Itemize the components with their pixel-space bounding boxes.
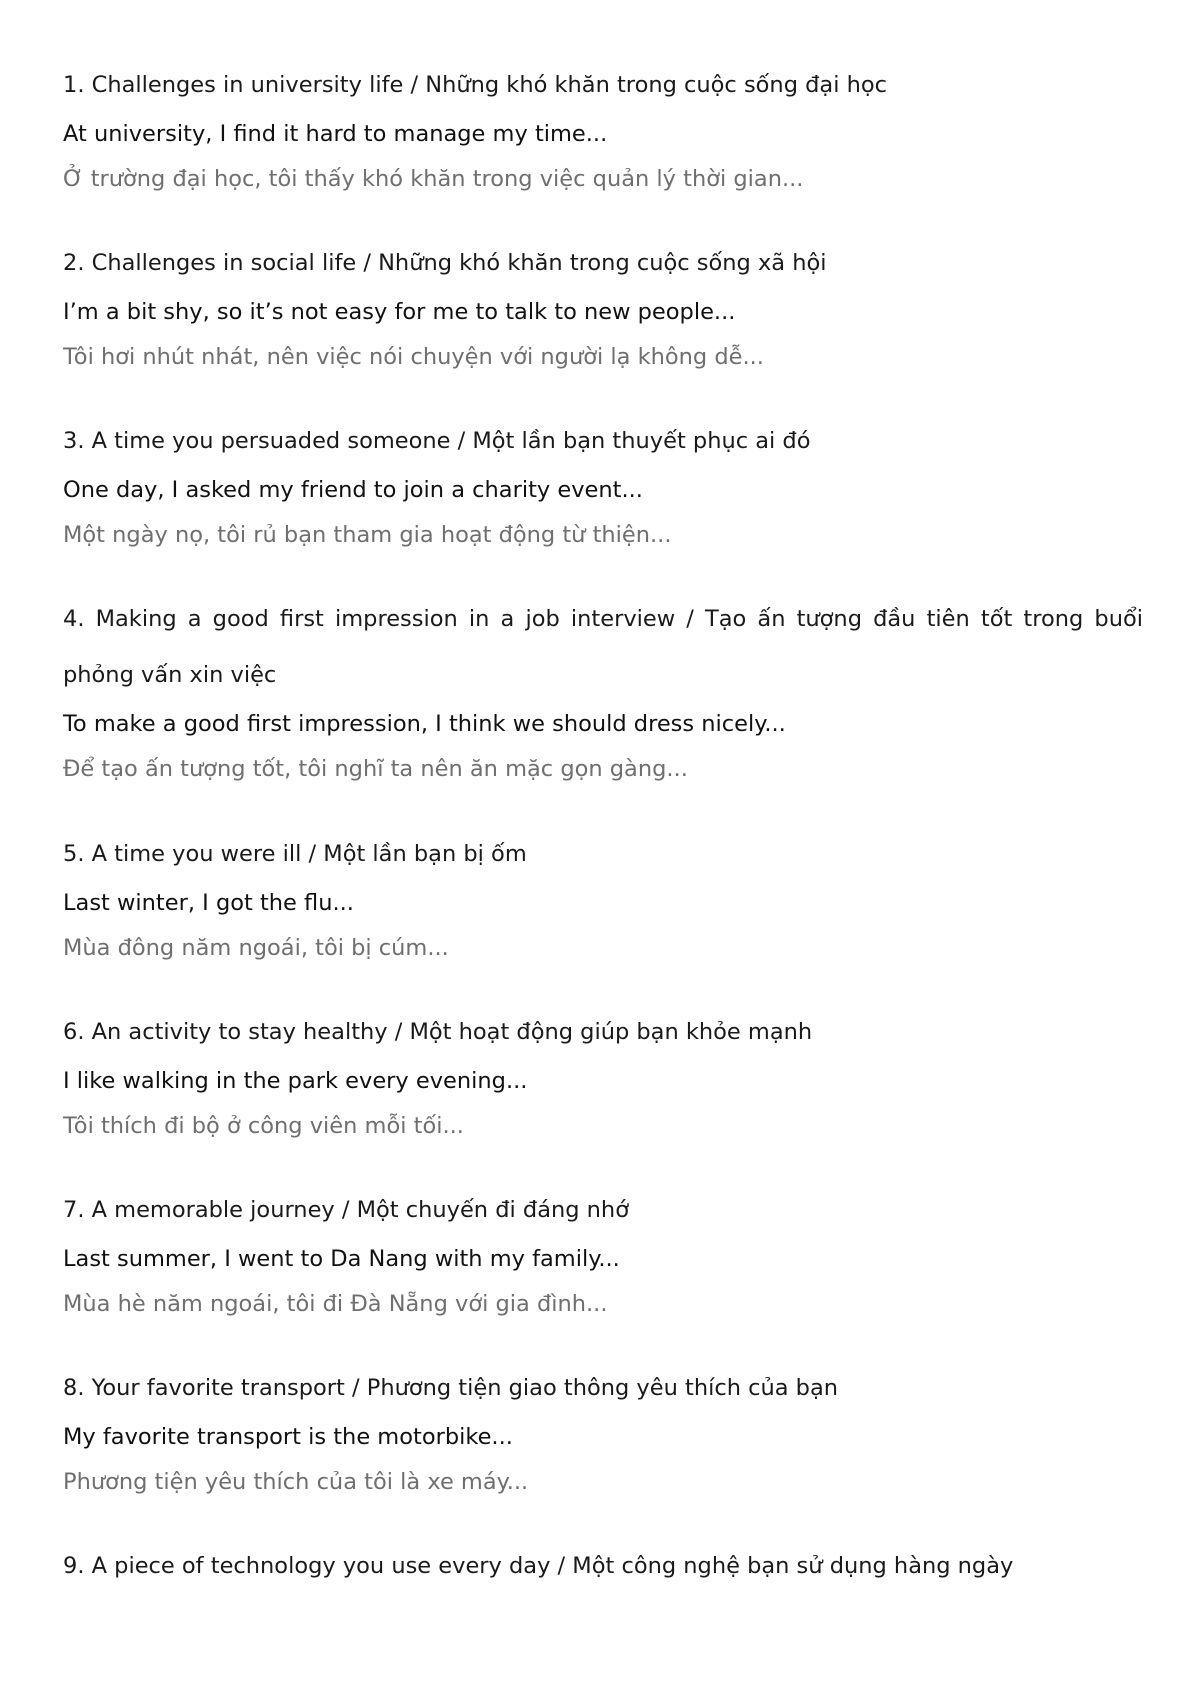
topic-title: 7. A memorable journey / Một chuyến đi đáng nhớ — [63, 1197, 629, 1223]
english-sample: I like walking in the park every evening... — [63, 1068, 528, 1094]
topic-title: 4. Making a good first impression in a job interview / Tạo ấn tượng đầu tiên tốt trong buổi phỏng vấn xin việc — [63, 606, 1143, 688]
topic-6 — [63, 1004, 1143, 1141]
topic-title: 1. Challenges in university life / Những khó khăn trong cuộc sống đại học — [63, 72, 887, 98]
topic-4 — [63, 591, 1143, 784]
topic-title: 5. A time you were ill / Một lần bạn bị ốm — [63, 841, 527, 867]
topic-5 — [63, 826, 1143, 963]
english-sample: Last winter, I got the flu... — [63, 890, 354, 916]
english-sample: Last summer, I went to Da Nang with my family... — [63, 1246, 620, 1272]
vietnamese-translation: Mùa đông năm ngoái, tôi bị cúm... — [63, 935, 449, 961]
vietnamese-translation: Tôi thích đi bộ ở công viên mỗi tối... — [63, 1113, 464, 1139]
topic-title: 2. Challenges in social life / Những khó khăn trong cuộc sống xã hội — [63, 250, 827, 276]
vietnamese-translation: Mùa hè năm ngoái, tôi đi Đà Nẵng với gia đình... — [63, 1291, 608, 1317]
topic-title: 6. An activity to stay healthy / Một hoạt động giúp bạn khỏe mạnh — [63, 1019, 813, 1045]
english-sample: One day, I asked my friend to join a charity event... — [63, 477, 643, 503]
vietnamese-translation: Ở trường đại học, tôi thấy khó khăn trong việc quản lý thời gian... — [63, 166, 804, 192]
vietnamese-translation: Phương tiện yêu thích của tôi là xe máy... — [63, 1469, 529, 1495]
topic-9 — [63, 1538, 1143, 1594]
topic-3 — [63, 413, 1143, 550]
vietnamese-translation: Để tạo ấn tượng tốt, tôi nghĩ ta nên ăn mặc gọn gàng... — [63, 756, 688, 782]
topic-8 — [63, 1360, 1143, 1497]
english-sample: To make a good first impression, I think we should dress nicely... — [63, 711, 786, 737]
english-sample: I’m a bit shy, so it’s not easy for me to talk to new people... — [63, 299, 736, 325]
topic-1 — [63, 57, 1143, 194]
topic-2 — [63, 235, 1143, 372]
vietnamese-translation: Tôi hơi nhút nhát, nên việc nói chuyện với người lạ không dễ... — [63, 344, 764, 370]
english-sample: At university, I find it hard to manage my time... — [63, 121, 608, 147]
topic-title: 9. A piece of technology you use every day / Một công nghệ bạn sử dụng hàng ngày — [63, 1553, 1014, 1579]
topic-title: 3. A time you persuaded someone / Một lần bạn thuyết phục ai đó — [63, 428, 811, 454]
topic-7 — [63, 1182, 1143, 1319]
vietnamese-translation: Một ngày nọ, tôi rủ bạn tham gia hoạt động từ thiện... — [63, 522, 672, 548]
english-sample: My favorite transport is the motorbike... — [63, 1424, 513, 1450]
topic-title: 8. Your favorite transport / Phương tiện giao thông yêu thích của bạn — [63, 1375, 839, 1401]
